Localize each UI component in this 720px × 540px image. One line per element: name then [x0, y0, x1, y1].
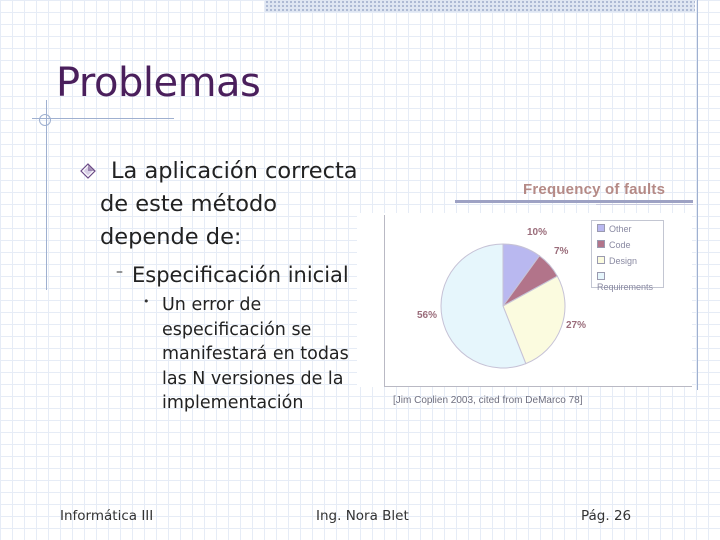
chart-source-citation: [Jim Coplien 2003, cited from DeMarco 78] [393, 395, 583, 405]
slide-title: Problemas [56, 60, 261, 106]
pie-label-design: 27% [566, 320, 587, 331]
footer-page-number: Pág. 26 [581, 508, 632, 524]
right-vertical-rule [697, 0, 698, 390]
legend-item-other [597, 224, 632, 234]
legend-item-design [597, 256, 637, 266]
dash-bullet-icon: – [116, 264, 123, 280]
pie-label-code: 7% [554, 246, 569, 257]
bullet-level1-text: La aplicación correcta de este método depende de: [100, 158, 358, 250]
legend-item-requirements [597, 272, 663, 292]
bullet-level2-text: Especificación inicial [132, 263, 349, 287]
chart-legend [591, 220, 664, 292]
chart-title-rule-thin [596, 204, 693, 205]
legend-swatch-requirements [597, 272, 605, 280]
left-vertical-rule [46, 100, 47, 290]
footer-author: Ing. Nora Blet [316, 508, 409, 524]
footer-course: Informática III [60, 508, 154, 524]
legend-item-code [597, 240, 631, 250]
legend-label-requirements: Requirements [597, 282, 654, 292]
pie-label-other: 10% [527, 227, 548, 238]
chart-title-rule [455, 200, 693, 203]
title-circle-ornament [39, 114, 51, 126]
pie-chart [357, 213, 592, 387]
pie-label-requirements: 56% [417, 310, 438, 321]
top-decorative-band [265, 0, 695, 12]
diamond-bullet-icon [80, 163, 96, 179]
chart-title: Frequency of faults [523, 181, 666, 198]
dot-bullet-icon: • [143, 295, 150, 308]
legend-swatch-other [597, 224, 605, 232]
legend-label-other: Other [609, 224, 632, 234]
chart-source-clip [393, 393, 608, 405]
bullet-level3-text: Un error de especificación se manifestará en todas las N versiones de la implementación [162, 295, 349, 413]
legend-swatch-design [597, 256, 605, 264]
legend-swatch-code [597, 240, 605, 248]
title-underline [32, 118, 174, 119]
legend-label-code: Code [609, 240, 631, 250]
bullet-level3 [143, 293, 358, 416]
bullet-level2 [116, 260, 349, 290]
legend-label-design: Design [609, 256, 638, 266]
bullet-level1 [80, 155, 380, 254]
